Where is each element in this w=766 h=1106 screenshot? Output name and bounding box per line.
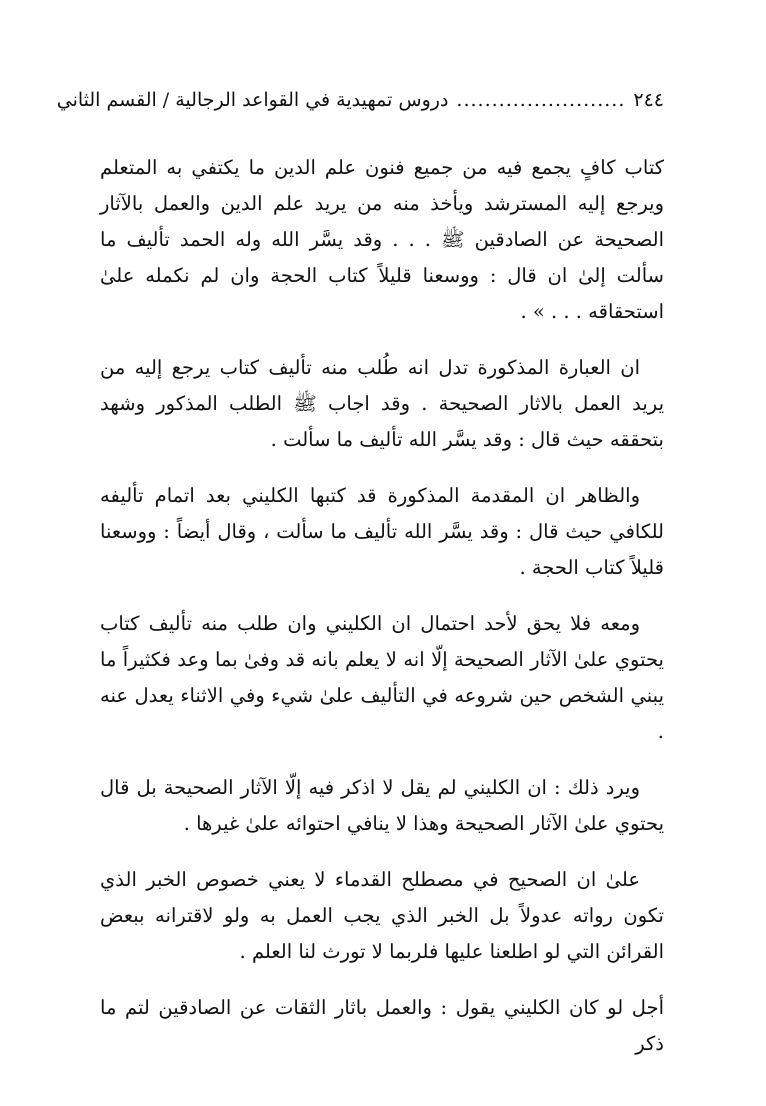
- header-leader-dots: ........................: [456, 89, 626, 111]
- running-header: [56, 80, 664, 120]
- paragraph-quote-continuation: كتاب كافٍ يجمع فيه من جميع فنون علم الدين ما يكتفي به المتعلم ويرجع إليه المسترشد ويأخذ منه من يريد علم الدين والعمل بالآثار الصحيحة عن الصادقين ﷺ . . . وقد يسَّر الله وله الحمد تأليف ما سألت إلىٰ ان قال : ووسعنا قليلاً كتاب الحجة وان لم نكمله علىٰ استحقاقه . . . » .: [100, 156, 664, 323]
- body-text: [100, 150, 664, 1082]
- paragraph-6: علىٰ ان الصحيح في مصطلح القدماء لا يعني خصوص الخبر الذي تكون رواته عدولاً بل الخبر الذي يجب العمل به ولو لاقترانه ببعض القرائن التي لو اطلعنا عليها فلربما لا تورث لنا العلم .: [100, 868, 664, 963]
- paragraph-5: ويرد ذلك : ان الكليني لم يقل لا اذكر فيه إلّا الآثار الصحيحة بل قال يحتوي علىٰ الآثار الصحيحة وهذا لا ينافي احتوائه علىٰ غيرها .: [100, 776, 664, 835]
- paragraph-4: ومعه فلا يحق لأحد احتمال ان الكليني وان طلب منه تأليف كتاب يحتوي علىٰ الآثار الصحيحة إلّا انه لا يعلم بانه قد وفىٰ بما وعد فكثيراً ما يبني الشخص حين شروعه في التأليف علىٰ شيء وفي الاثناء يعدل عنه .: [100, 612, 664, 743]
- book-page: [56, 80, 664, 1055]
- header-title: دروس تمهيدية في القواعد الرجالية / القسم الثاني: [56, 89, 449, 111]
- page-number: ٢٤٤: [633, 89, 664, 111]
- paragraph-3: والظاهر ان المقدمة المذكورة قد كتبها الكليني بعد اتمام تأليفه للكافي حيث قال : وقد يسَّر الله تأليف ما سألت ، وقال أيضاً : ووسعنا قليلاً كتاب الحجة .: [100, 484, 664, 579]
- paragraph-7: أجل لو كان الكليني يقول : والعمل باثار الثقات عن الصادقين لتم ما ذكر: [100, 996, 664, 1055]
- paragraph-2: ان العبارة المذكورة تدل انه طُلب منه تأليف كتاب يرجع إليه من يريد العمل بالاثار الصحيحة . وقد اجاب ﷺ الطلب المذكور وشهد بتحققه حيث قال : وقد يسَّر الله تأليف ما سألت .: [100, 356, 664, 451]
